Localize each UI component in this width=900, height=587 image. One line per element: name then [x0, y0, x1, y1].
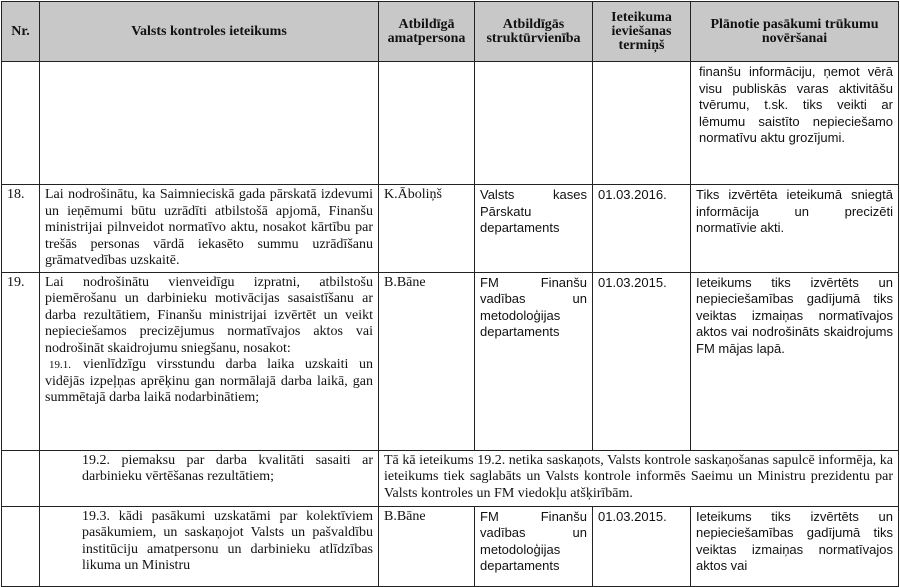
unit-cell: FM Finanšu vadības un metodoloģijas departaments — [475, 272, 593, 450]
header-measures: Plānotie pasākumi trūkumu novēršanai — [691, 2, 899, 62]
measures-cell: Ieteikums tiks izvērtēts un nepieciešamības gadījumā tiks veiktas izmaiņas normatīvajos aktos vai — [691, 506, 899, 586]
sub-item-number: 19.1. — [49, 359, 71, 371]
row-number: 19. — [2, 272, 40, 450]
header-official: Atbildīgā amatpersona — [379, 2, 475, 62]
recommendation-cell — [40, 272, 379, 450]
sub-item-text: vienlīdzīgu virsstundu darba laika uzskaiti un vidējās izpeļņas aprēķinu gan normālajā darba laikā, gan summētajā darba laikā nodarbinātiem; — [45, 357, 373, 405]
unit-cell: FM Finanšu vadības un metodoloģijas departaments — [475, 506, 593, 586]
header-nr: Nr. — [2, 2, 40, 62]
official-cell: B.Bāne — [379, 272, 475, 450]
disagreement-note: Tā kā ieteikums 19.2. netika saskaņots, Valsts kontrole saskaņošanas sapulcē informēja, ka ieteikums tiek saglabāts un Valsts kontrole informēs Saeimu un Ministru prezidentu par Valsts kontroles un FM viedokļu atšķirībām. — [379, 450, 899, 506]
measures-cell: Tiks izvērtēta ieteikumā sniegtā informācija un precizēti normatīvie akti. — [691, 185, 899, 273]
deadline-cell: 01.03.2015. — [593, 506, 691, 586]
recommendation-cell: 19.2. piemaksu par darba kvalitāti sasaiti ar darbinieku vērtēšanas rezultātiem; — [40, 450, 379, 506]
table-row-19-3 — [2, 506, 899, 586]
header-deadline: Ieteikuma ieviešanas termiņš — [593, 2, 691, 62]
header-row — [2, 2, 899, 62]
table-row-19-2 — [2, 450, 899, 506]
header-unit: Atbildīgās struktūrvienība — [475, 2, 593, 62]
deadline-cell: 01.03.2016. — [593, 185, 691, 273]
unit-cell: Valsts kases Pārskatu departaments — [475, 185, 593, 273]
table-row-continuation — [2, 62, 899, 185]
measures-cell: Ieteikums tiks izvērtēts un nepieciešamības gadījumā tiks veiktas izmaiņas normatīvajos aktos vai nodrošināts skaidrojums FM mājas lapā. — [691, 272, 899, 450]
row-number: 18. — [2, 185, 40, 273]
official-cell: K.Āboliņš — [379, 185, 475, 273]
recommendation-cell: 19.3. kādi pasākumi uzskatāmi par kolektīviem pasākumiem, un saskaņojot Valsts un pašvaldību institūciju amatpersonu un darbinieku atlīdzības likuma un Ministru — [40, 506, 379, 586]
deadline-cell: 01.03.2015. — [593, 272, 691, 450]
recommendations-table — [1, 1, 899, 587]
measures-cell: finanšu informāciju, ņemot vērā visu publiskās varas aktivitāšu tvērumu, t.sk. tiks veikti ar lēmumu saistīto nepieciešamo normatīvu aktu grozījumi. — [691, 62, 899, 185]
official-cell: B.Bāne — [379, 506, 475, 586]
header-recommendation: Valsts kontroles ieteikums — [40, 2, 379, 62]
recommendation-cell: Lai nodrošinātu, ka Saimnieciskā gada pārskatā izdevumi un ieņēmumi būtu uzrādīti atbilstošā apjomā, Finanšu ministrijai pilnveidot normatīvo aktu, nosakot kārtību par trešās personas vārdā iekasēto summu uzrādīšanu grāmatvedības uzskaitē. — [40, 185, 379, 273]
table-row-18 — [2, 185, 899, 273]
recommendation-text: Lai nodrošinātu vienveidīgu izpratni, atbilstošu piemērošanu un darbinieku motivācijas sasaistīšanu ar darba rezultātiem, Finanšu ministrijai izvērtēt un veikt nepieciešamos precizējumus normatīvajos aktos vai nodrošināt skaidrojumu sniegšanu, nosakot: — [45, 274, 373, 356]
table-row-19 — [2, 272, 899, 450]
